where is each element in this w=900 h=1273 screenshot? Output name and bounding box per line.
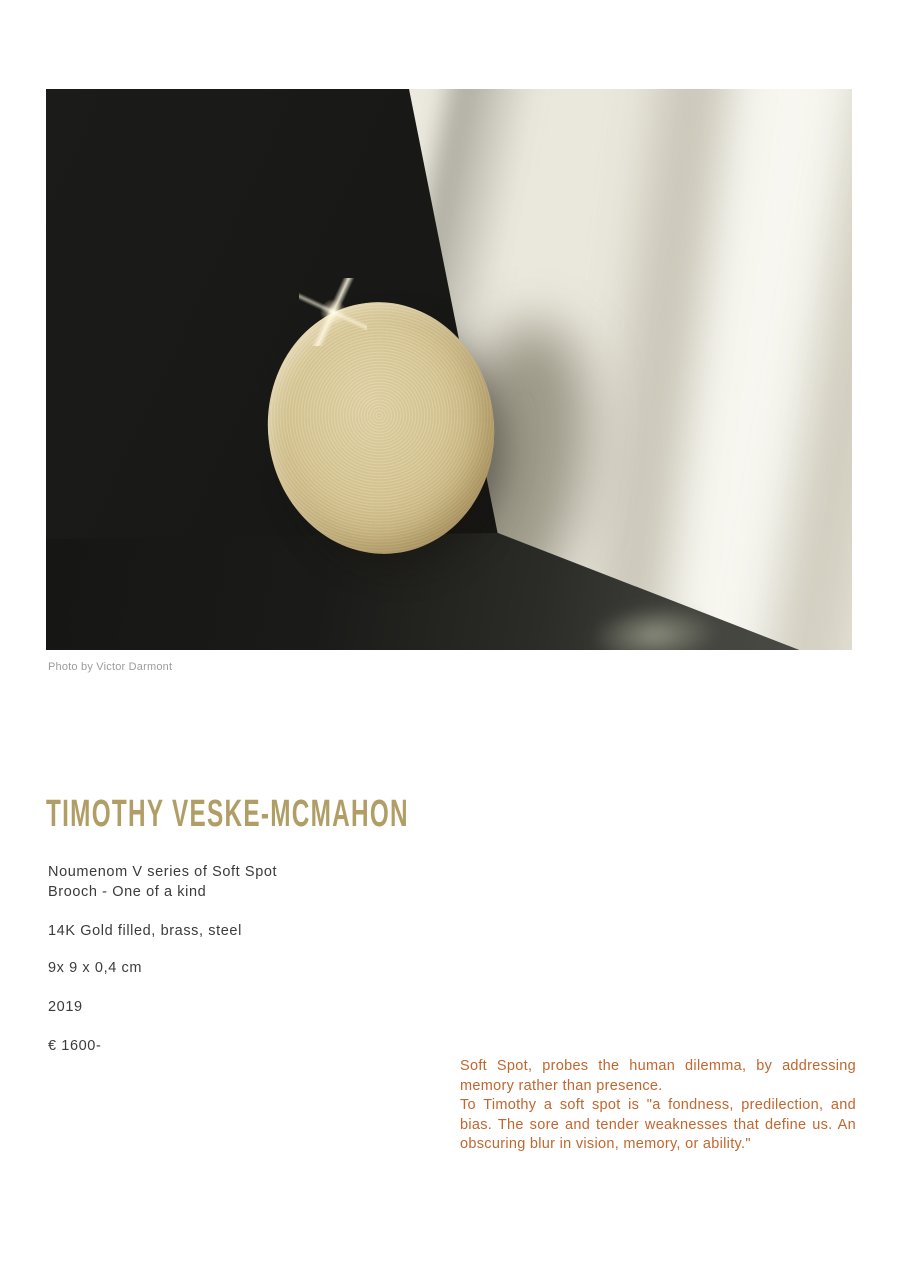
artist-statement xyxy=(460,1057,856,1155)
artwork-subtitle: Brooch - One of a kind xyxy=(48,884,207,900)
photo-credit: Photo by Victor Darmont xyxy=(48,661,173,673)
artwork-title: Noumenom V series of Soft Spot xyxy=(48,864,278,880)
artist-name-heading: TIMOTHY VESKE-MCMAHON xyxy=(46,793,409,835)
statement-paragraph-1: Soft Spot, probes the human dilemma, by addressing memory rather than presence. xyxy=(460,1058,856,1094)
artwork-title-block xyxy=(48,862,277,902)
artwork-price: € 1600- xyxy=(48,1038,102,1054)
light-glint-icon xyxy=(299,278,367,346)
artwork-photo xyxy=(46,89,852,650)
artwork-year: 2019 xyxy=(48,999,83,1015)
statement-paragraph-2: To Timothy a soft spot is "a fondness, predilection, and bias. The sore and tender weaknesses that define us. An obscuring blur in vision, memory, or ability." xyxy=(460,1097,856,1152)
artwork-materials: 14K Gold filled, brass, steel xyxy=(48,923,242,939)
artwork-dimensions: 9x 9 x 0,4 cm xyxy=(48,960,143,976)
